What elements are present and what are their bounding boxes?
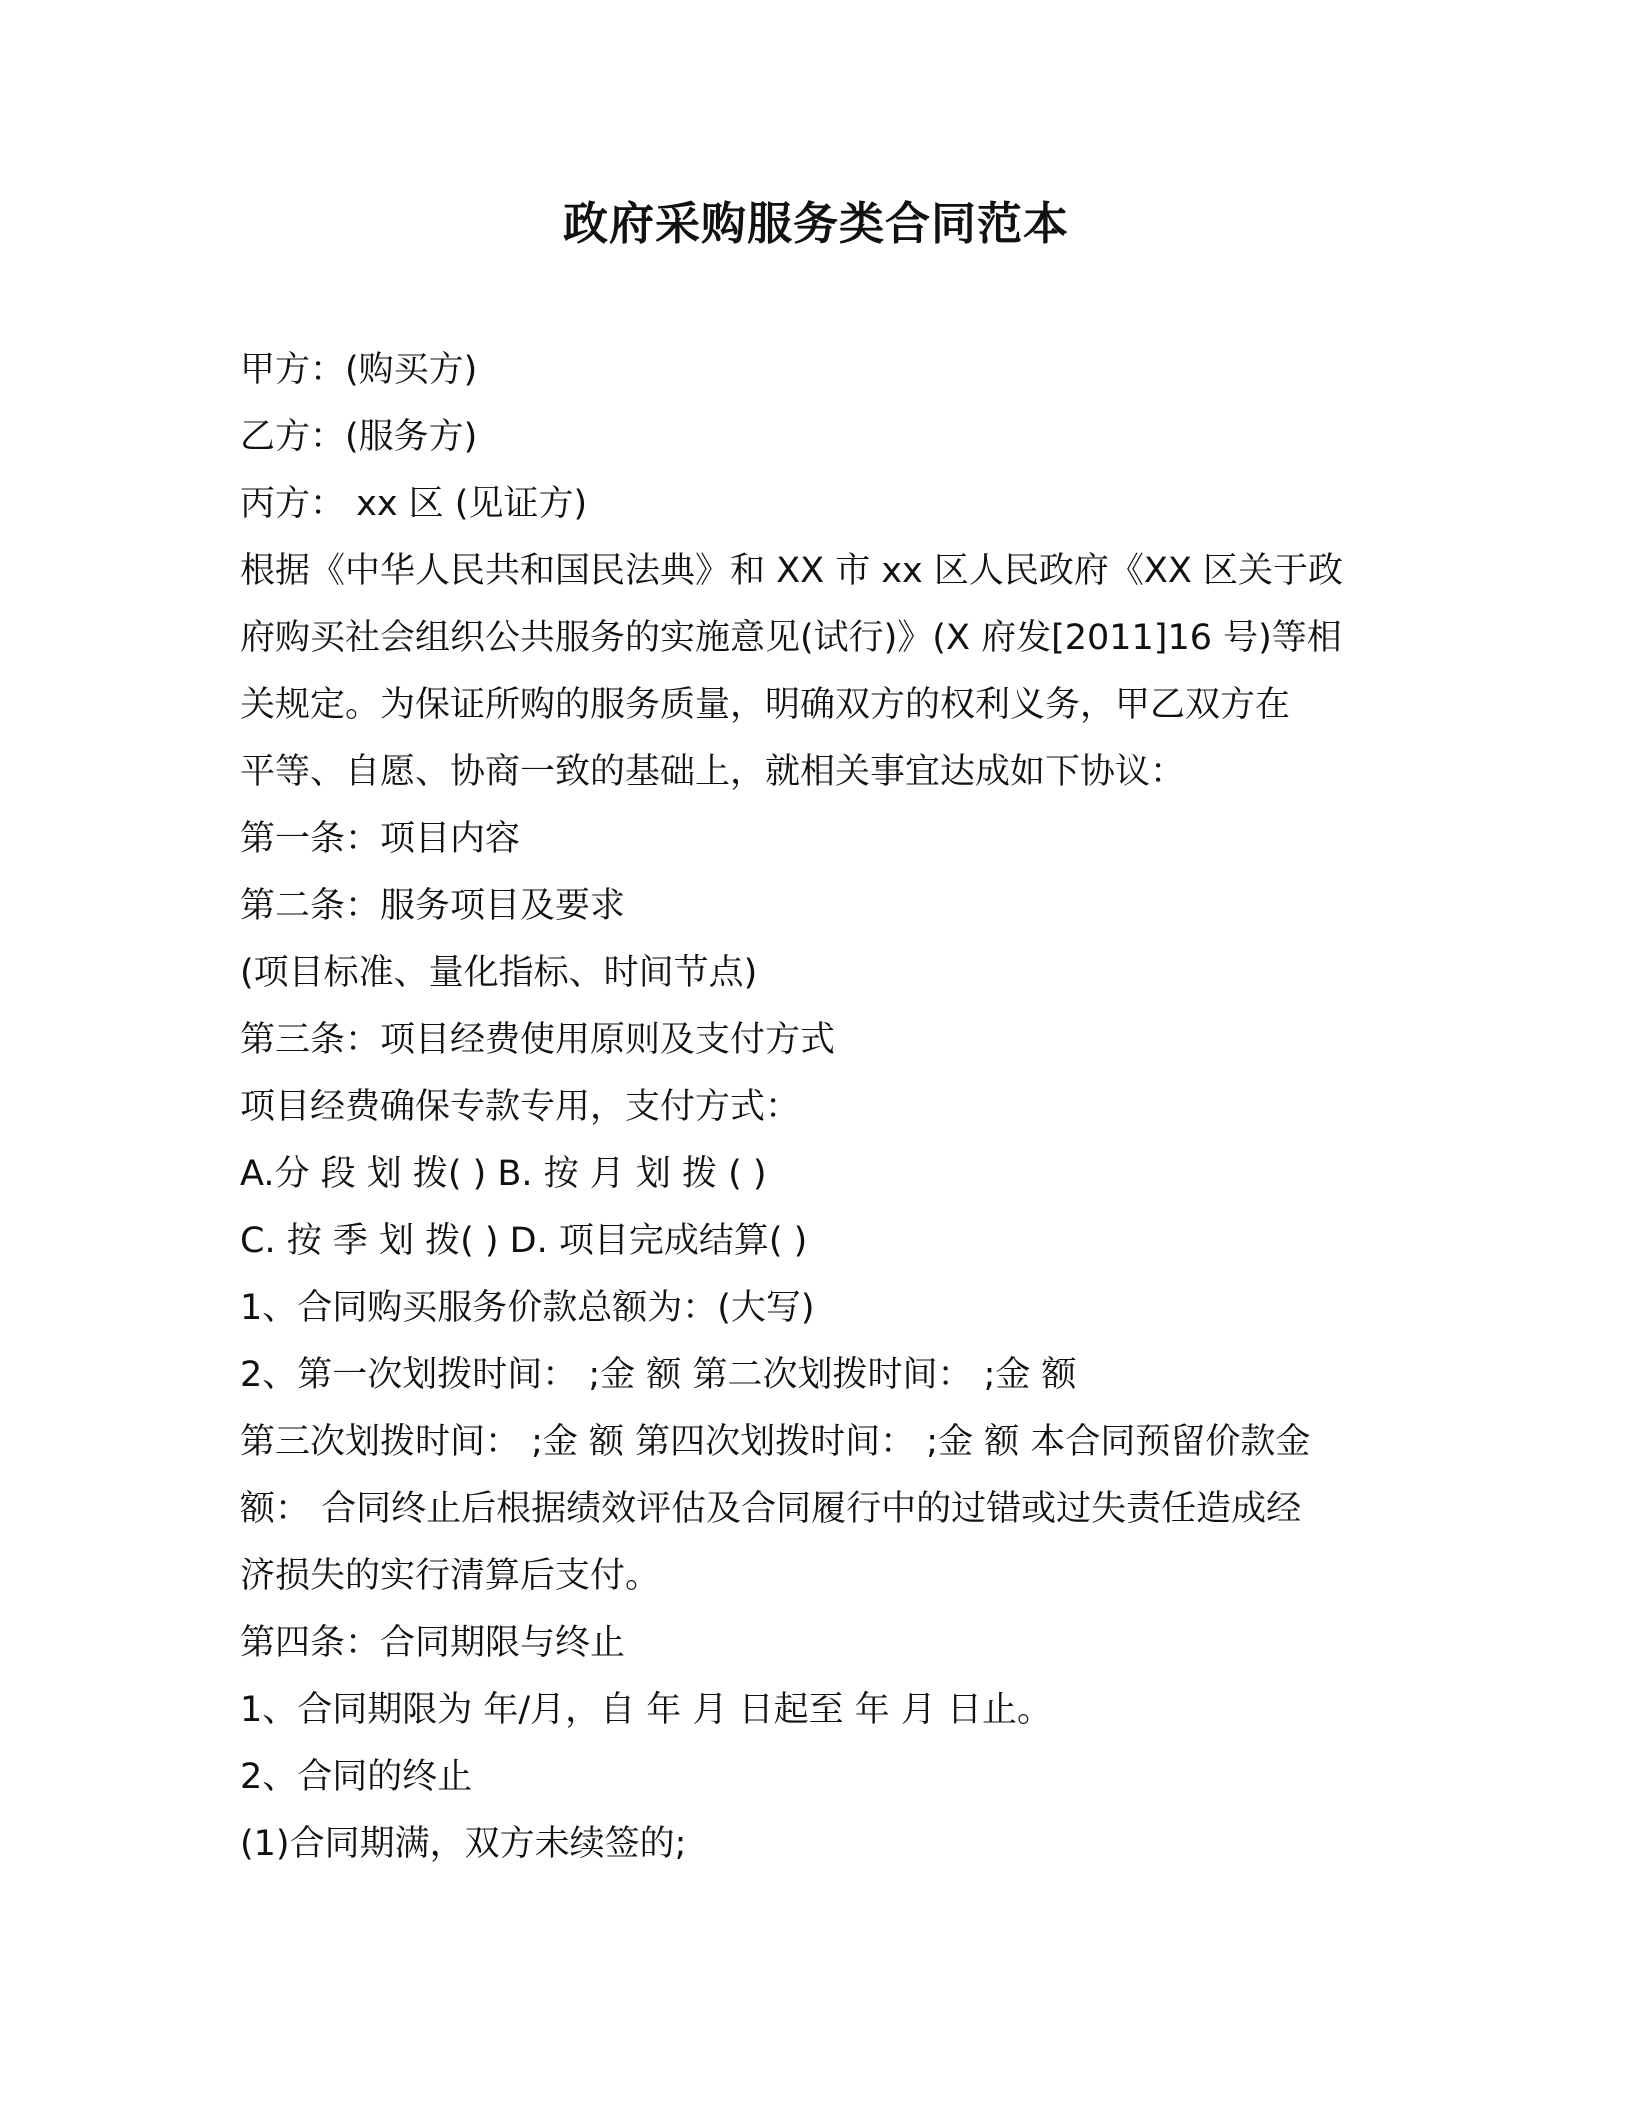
payment-options-ab: A.分 段 划 拨( ) B. 按 月 划 拨 ( ) — [240, 1154, 767, 1194]
party-a-line: 甲方：(购买方) — [240, 350, 478, 390]
installment-line-1: 2、第一次划拨时间： ;金 额 第二次划拨时间： ;金 额 — [240, 1355, 1077, 1395]
installment-line-2: 第三次划拨时间： ;金 额 第四次划拨时间： ;金 额 本合同预留价款金 — [240, 1422, 1311, 1462]
contract-term-line: 1、合同期限为 年/月，自 年 月 日起至 年 月 日止。 — [240, 1690, 1052, 1730]
termination-heading: 2、合同的终止 — [240, 1757, 473, 1797]
article-2-note: (项目标准、量化指标、时间节点) — [240, 953, 758, 993]
payment-options-cd: C. 按 季 划 拨( ) D. 项目完成结算( ) — [240, 1221, 808, 1261]
document-body — [240, 337, 1400, 1878]
preamble-line-4: 平等、自愿、协商一致的基础上，就相关事宜达成如下协议： — [240, 752, 1186, 792]
article-3-heading: 第三条：项目经费使用原则及支付方式 — [240, 1020, 836, 1060]
party-c-line: 丙方： xx 区 (见证方) — [240, 484, 588, 524]
preamble-line-3: 关规定。为保证所购的服务质量，明确双方的权利义务，甲乙双方在 — [240, 685, 1291, 725]
termination-item-1: (1)合同期满，双方未续签的; — [240, 1824, 687, 1864]
article-1-heading: 第一条：项目内容 — [240, 819, 521, 859]
article-2-heading: 第二条：服务项目及要求 — [240, 886, 626, 926]
party-b-line: 乙方：(服务方) — [240, 417, 478, 457]
payment-method-intro: 项目经费确保专款专用，支付方式： — [240, 1087, 801, 1127]
preamble-line-2: 府购买社会组织公共服务的实施意见(试行)》(X 府发[2011]16 号)等相 — [240, 618, 1342, 658]
preamble-line-1: 根据《中华人民共和国民法典》和 XX 市 xx 区人民政府《XX 区关于政 — [240, 551, 1343, 591]
retained-amount-line: 额： 合同终止后根据绩效评估及合同履行中的过错或过失责任造成经 — [240, 1489, 1302, 1529]
article-4-heading: 第四条：合同期限与终止 — [240, 1623, 626, 1663]
document-title: 政府采购服务类合同范本 — [562, 197, 1069, 250]
settlement-line: 济损失的实行清算后支付。 — [240, 1556, 661, 1596]
total-price-line: 1、合同购买服务价款总额为：(大写) — [240, 1288, 815, 1328]
